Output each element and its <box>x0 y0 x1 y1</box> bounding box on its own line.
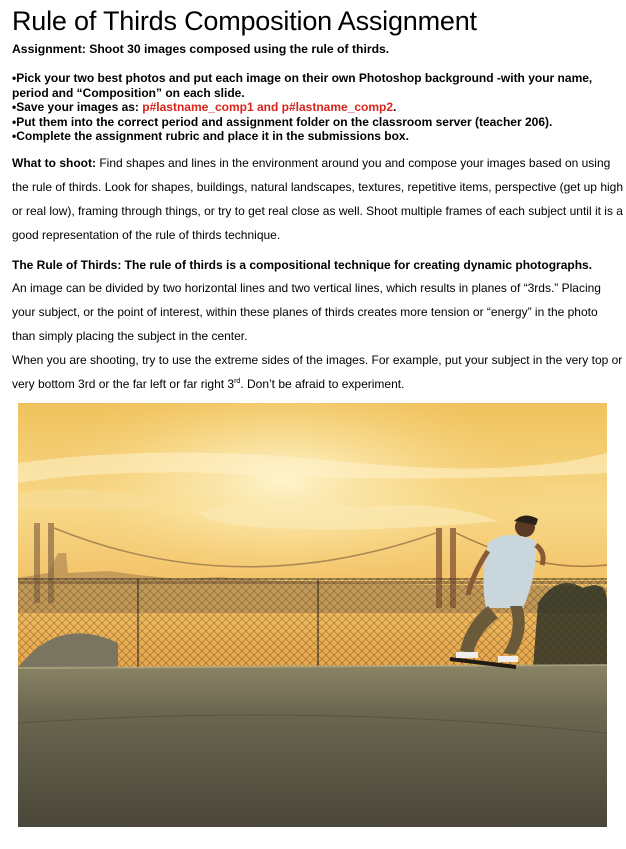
rule-of-thirds-text <box>12 276 624 396</box>
rule-of-thirds-heading: The Rule of Thirds: The rule of thirds is a compositional technique for creating dynamic photographs. <box>12 258 593 272</box>
bullet-rubric: •Complete the assignment rubric and place it in the submissions box. <box>12 129 409 143</box>
what-to-shoot-label: What to shoot: <box>12 156 96 170</box>
skateboarder-photo <box>18 403 607 827</box>
bullet-save-as <box>12 100 624 115</box>
ordinal-superscript: rd <box>234 378 241 385</box>
rule-of-thirds-p2-main: When you are shooting, try to use the extreme sides of the images. For example, put your subject in the very top or very bottom 3rd or the far left or far right 3 <box>12 353 623 391</box>
bullet-pick-photos-line2: period and “Composition” on each slide. <box>12 85 245 100</box>
skateboarder-photo-illustration <box>18 403 607 827</box>
assignment-summary: Assignment: Shoot 30 images composed using the rule of thirds. <box>12 42 390 56</box>
rule-of-thirds-p2-end: . Don’t be afraid to experiment. <box>240 377 405 391</box>
bullet-save-as-suffix: . <box>393 100 397 114</box>
rule-of-thirds-p1: An image can be divided by two horizontal lines and two vertical lines, which results in planes of “3rds.” Placing your subject, or the point of interest, within these planes of thirds creates more tension or “energy” in the photo than simply placing the subject in the center. <box>12 281 601 343</box>
rule-of-thirds-p2 <box>12 348 624 396</box>
what-to-shoot-paragraph <box>12 151 624 247</box>
page-title: Rule of Thirds Composition Assignment <box>12 6 477 36</box>
filename-format: p#lastname_comp1 and p#lastname_comp2 <box>142 100 394 114</box>
bullet-pick-photos <box>12 71 624 100</box>
bullet-save-as-prefix: •Save your images as: <box>12 100 143 114</box>
bullet-pick-photos-line1: •Pick your two best photos and put each image on their own Photoshop background -with your name, <box>12 71 593 85</box>
what-to-shoot-text: Find shapes and lines in the environment around you and compose your images based on using the rule of thirds. Look for shapes, buildings, natural landscapes, textures, repetitive items, perspective (get up high or real low), framing through things, or try to get real close as well. Shoot multiple frames of each subject until it is a good representation of the rule of thirds technique. <box>12 156 624 242</box>
instruction-bullets <box>12 71 624 144</box>
bullet-server-folder: •Put them into the correct period and assignment folder on the classroom server (teacher 206). <box>12 114 553 129</box>
